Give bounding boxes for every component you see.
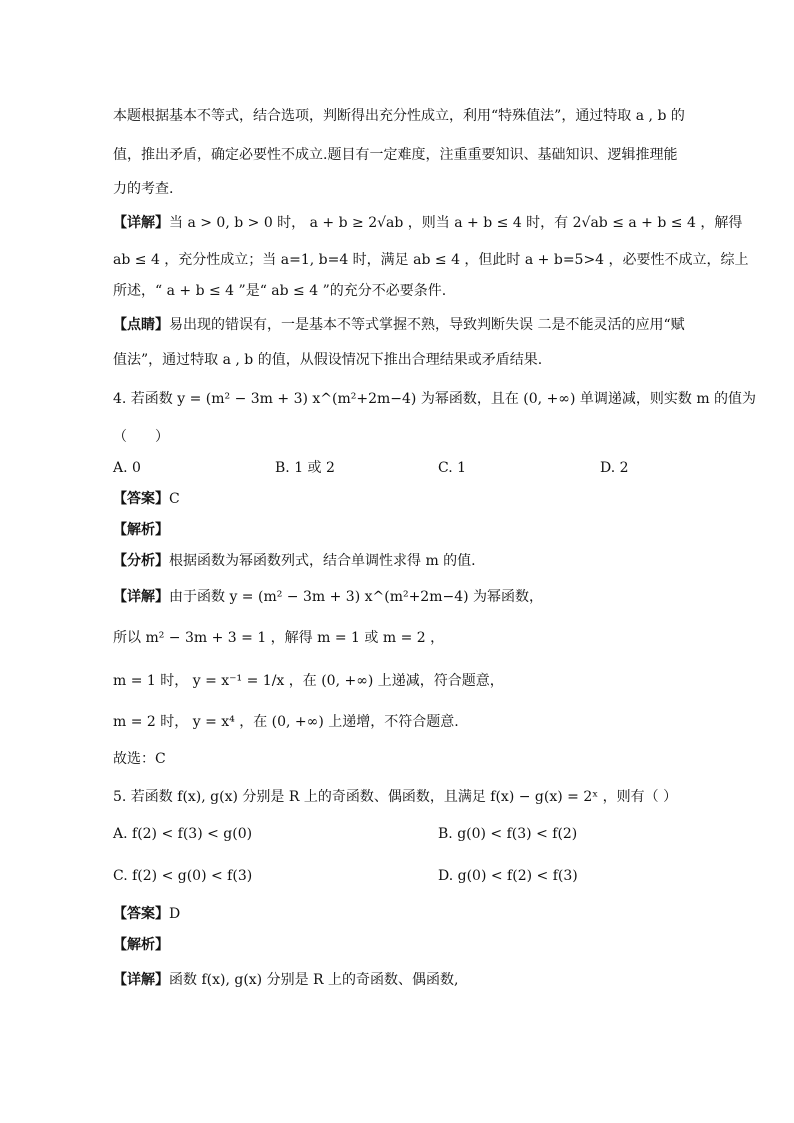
line-text: 5. 若函数 f(x), g(x) 分别是 R 上的奇函数、偶函数，且满足 f(x) − g(x) = 2ˣ ，则有（ ） xyxy=(113,789,678,805)
q4-option: D. 2 xyxy=(600,460,629,476)
text-line xyxy=(113,179,173,199)
text-line xyxy=(113,587,543,607)
section-tag: 【分析】 xyxy=(113,553,169,569)
section-tag: 【点睛】 xyxy=(113,317,169,333)
section-tag: 【详解】 xyxy=(113,215,169,231)
text-line xyxy=(113,970,458,990)
text-line xyxy=(113,628,444,648)
section-tag: 【答案】 xyxy=(113,491,169,507)
q5-option: A. f(2) < f(3) < g(0) xyxy=(113,826,253,842)
text-line xyxy=(113,520,169,540)
section-tag: 【详解】 xyxy=(113,589,169,605)
line-text: 由于函数 y = (m² − 3m + 3) x^(m²+2m−4) 为幂函数， xyxy=(169,589,544,605)
line-text: 故选：C xyxy=(113,751,166,767)
text-line xyxy=(113,427,169,447)
q5-option: B. g(0) < f(3) < f(2) xyxy=(438,826,578,842)
text-line xyxy=(113,749,166,769)
q4-option: C. 1 xyxy=(438,460,467,476)
line-text: 所以 m² − 3m + 3 = 1 ，解得 m = 1 或 m = 2 ， xyxy=(113,630,445,646)
line-text: D xyxy=(169,906,181,922)
line-text: m = 1 时， y = x⁻¹ = 1/x ，在 (0, +∞) 上递减，符合题意， xyxy=(113,673,504,689)
q4-option: A. 0 xyxy=(113,460,141,476)
text-line xyxy=(113,315,685,335)
text-line xyxy=(113,935,169,955)
section-tag: 【详解】 xyxy=(113,972,169,988)
text-line xyxy=(113,904,180,924)
text-line xyxy=(113,389,756,409)
text-line xyxy=(113,712,459,732)
section-tag: 【解析】 xyxy=(113,937,169,953)
section-tag: 【答案】 xyxy=(113,906,169,922)
line-text: 本题根据基本不等式，结合选项，判断得出充分性成立，利用“特殊值法”，通过特取 a , b 的 xyxy=(113,108,685,124)
text-line xyxy=(113,250,749,270)
line-text: C xyxy=(169,491,180,507)
line-text: （ ） xyxy=(113,429,169,445)
text-line xyxy=(113,671,504,691)
line-text: 4. 若函数 y = (m² − 3m + 3) x^(m²+2m−4) 为幂函数，且在 (0, +∞) 单调递减，则实数 m 的值为 xyxy=(113,391,757,407)
line-text: 当 a > 0, b > 0 时， a + b ≥ 2√ab ，则当 a + b ≤ 4 时，有 2√ab ≤ a + b ≤ 4 ，解得 xyxy=(169,215,743,231)
line-text: ab ≤ 4 ，充分性成立；当 a=1, b=4 时，满足 ab ≤ 4 ，但此时 a + b=5>4 ，必要性不成立，综上 xyxy=(113,252,749,268)
text-line xyxy=(113,106,685,126)
line-text: 值，推出矛盾，确定必要性不成立.题目有一定难度，注重重要知识、基础知识、逻辑推理能 xyxy=(113,147,678,163)
q4-option: B. 1 或 2 xyxy=(275,460,335,476)
line-text: 值法”，通过特取 a , b 的值，从假设情况下推出合理结果或矛盾结果. xyxy=(113,352,543,368)
text-line xyxy=(113,350,542,370)
line-text: 函数 f(x), g(x) 分别是 R 上的奇函数、偶函数, xyxy=(169,972,459,988)
text-line xyxy=(113,489,180,509)
q5-option: C. f(2) < g(0) < f(3) xyxy=(113,868,253,884)
line-text: 根据函数为幂函数列式，结合单调性求得 m 的值. xyxy=(169,553,476,569)
q5-option: D. g(0) < f(2) < f(3) xyxy=(438,868,578,884)
text-line xyxy=(113,787,677,807)
text-line xyxy=(113,145,677,165)
line-text: 易出现的错误有，一是基本不等式掌握不熟，导致判断失误 二是不能灵活的应用“赋 xyxy=(169,317,685,333)
text-line xyxy=(113,213,742,233)
line-text: m = 2 时， y = x⁴ ，在 (0, +∞) 上递增，不符合题意. xyxy=(113,714,459,730)
line-text: 所述，“ a + b ≤ 4 ”是“ ab ≤ 4 ”的充分不必要条件. xyxy=(113,283,447,299)
line-text: 力的考查. xyxy=(113,181,174,197)
text-line xyxy=(113,281,446,301)
section-tag: 【解析】 xyxy=(113,522,169,538)
text-line xyxy=(113,551,476,571)
